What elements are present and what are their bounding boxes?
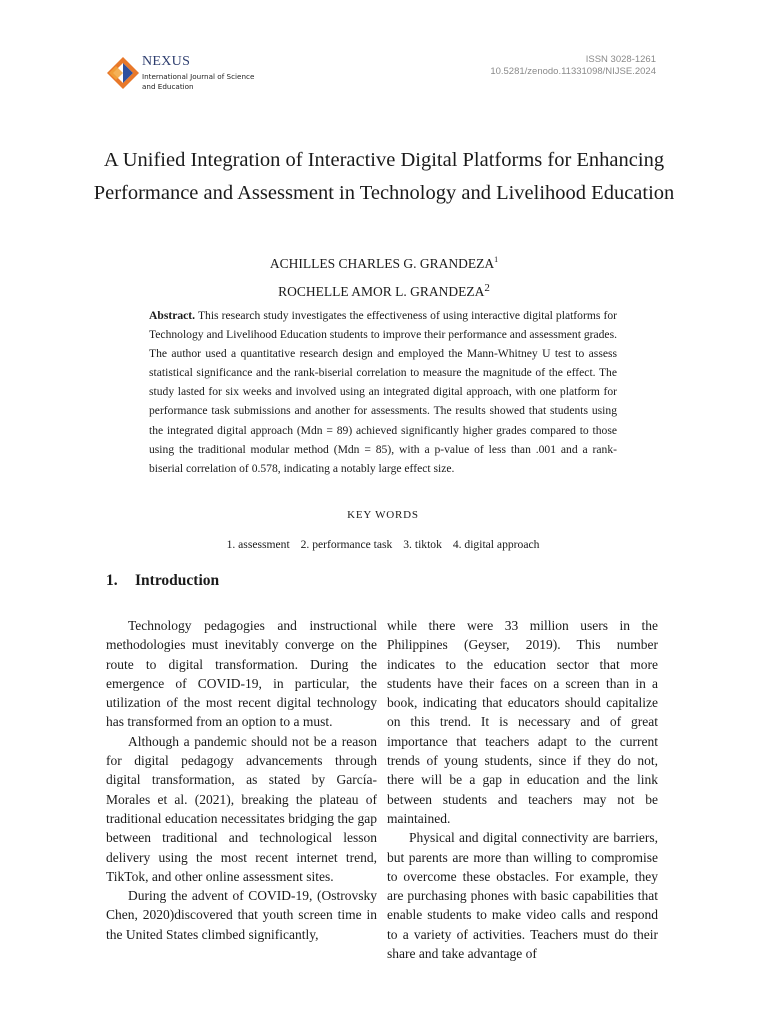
keyword-item: 2. performance task: [300, 538, 393, 551]
page-header: [106, 52, 656, 112]
abstract: [149, 306, 617, 478]
keywords-list: [149, 538, 617, 551]
body-column-right: [387, 616, 658, 963]
author-1: [90, 248, 678, 276]
paragraph: Physical and digital connectivity are barriers, but parents are more than willing to compromise to overcome these obstacles. For example, they are purchasing phones with basic capabilities that enable students to make video calls and respond to a variety of activities. Teachers must do their share and take advantage of: [387, 830, 658, 962]
abstract-text: This research study investigates the effectiveness of using interactive digital platforms for Technology and Livelihood Education students to improve their performance and assessment grades. The author used a quantitative research design and employed the Mann-Whitney U test to assess statistical significance and the rank-biserial correlation to measure the magnitude of the effect. The study lasted for six weeks and involved using an integrated digital approach, with one platform for performance task submissions and another for assessments. The results showed that students using the integrated digital approach (Mdn = 89) achieved significantly higher grades compared to those using the traditional modular method (Mdn = 85), with a p-value of less than .001 and a rank-biserial correlation of 0.578, indicating a notably large effect size.: [149, 309, 617, 475]
author-name: ACHILLES CHARLES G. GRANDEZA: [269, 256, 495, 271]
section-title: Introduction: [135, 572, 220, 589]
keyword-item: 3. tiktok: [403, 538, 442, 551]
nexus-logo-icon: [106, 56, 140, 90]
keyword-item: 1. assessment: [226, 538, 290, 551]
paper-title: A Unified Integration of Interactive Digital Platforms for Enhancing Performance and Assessment in Technology and Livelihood Education: [93, 149, 675, 204]
section-heading: [106, 572, 219, 590]
section-number: 1.: [106, 572, 118, 589]
author-list: [90, 248, 678, 304]
doi: 10.5281/zenodo.11331098/NIJSE.2024: [490, 66, 656, 77]
abstract-label: Abstract.: [149, 309, 196, 322]
paragraph: while there were 33 million users in the Philippines (Geyser, 2019). This number indicates to the education sector that more students have their faces on a screen than in a book, indicating that educators should capitalize on this trend. It is necessary and of great importance that teachers adapt to the current trends of young students, since if they do not, there will be a gap in education and the link between students and teachers may not be maintained.: [387, 618, 658, 826]
paragraph: During the advent of COVID-19, (Ostrovsky Chen, 2020)discovered that youth screen time in the United States climbed significantly,: [106, 888, 377, 942]
affiliation-mark: 2: [484, 282, 490, 294]
body-column-left: [106, 616, 377, 944]
paragraph: Although a pandemic should not be a reason for digital pedagogy advancements through digital transformation, as stated by García-Morales et al. (2021), breaking the plateau of traditional education necessitates bridging the gap between traditional and technological lesson delivery using the most recent internet trend, TikTok, and other online assessment sites.: [106, 733, 377, 884]
author-name: ROCHELLE AMOR L. GRANDEZA: [278, 284, 485, 299]
keyword-item: 4. digital approach: [452, 538, 540, 551]
affiliation-mark: 1: [494, 255, 499, 264]
keywords-heading: KEY WORDS: [347, 509, 419, 521]
author-2: [90, 276, 678, 304]
issn-block: [490, 54, 656, 78]
issn-number: ISSN 3028-1261: [585, 54, 656, 65]
journal-name: NEXUS: [142, 54, 191, 69]
paragraph: Technology pedagogies and instructional methodologies must inevitably converge on the route to digital transformation. During the emergence of COVID-19, in particular, the utilization of the most recent digital technology has transformed from an option to a must.: [106, 618, 377, 730]
journal-subtitle: International Journal of Science and Education: [142, 72, 255, 91]
journal-logo: [106, 52, 256, 100]
